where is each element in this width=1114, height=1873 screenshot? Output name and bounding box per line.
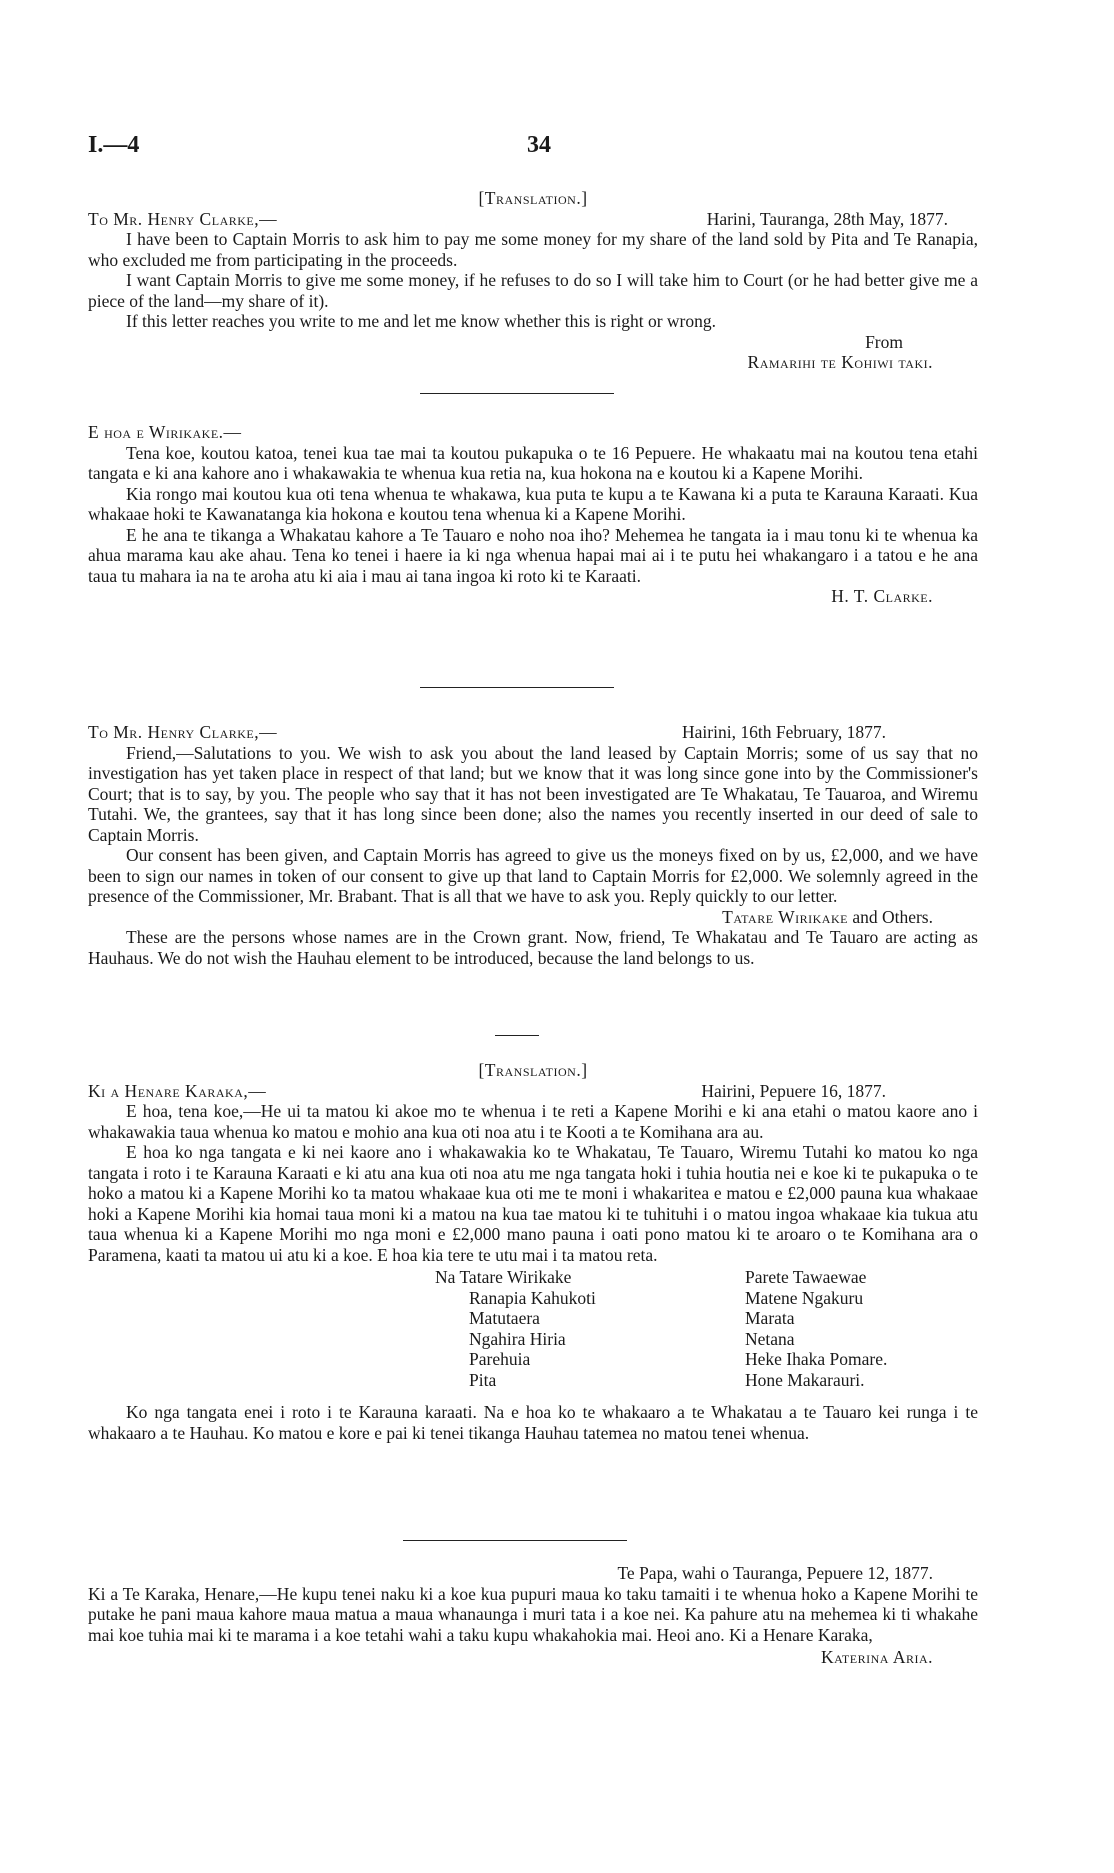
postscript: Ko nga tangata enei i roto i te Karauna karaati. Na e hoa ko te whakaaro a te Whakatau a te Tauaro kei runga i te whakaaro a te Hauhau. Ko matou e kore e pai ki tenei tikanga Hauhau tatemea no matou tenei whenua. <box>88 1402 978 1443</box>
from-label: From <box>865 331 903 352</box>
paragraph: If this letter reaches you write to me and let me know whether this is right or wrong. <box>126 311 716 331</box>
page-reference: I.—4 <box>88 132 140 158</box>
paragraph: I want Captain Morris to give me some money, if he refuses to do so I will take him to Court (or he had better give me a piece of the land—my share of it). <box>88 270 978 311</box>
place-date: Hairini, 16th February, 1877. <box>682 722 886 742</box>
paragraph: Friend,—Salutations to you. We wish to ask you about the land leased by Captain Morris; some of us say that no investigation has yet taken place in respect of that land; but we know that it was long since gone into by the Commissioner's Court; that is to say, by you. The people who say that it has not been investigated are Te Whakatau, Te Tauaroa, and Wiremu Tutahi. We, the grantees, say that it has long since been done; also the names you recently inserted in our deed of sale to Captain Morris. <box>88 742 978 845</box>
signature: H. T. Clarke. <box>831 586 933 606</box>
salutation: E hoa e Wirikake.— <box>88 422 242 442</box>
signatory: Hone Makarauri. <box>745 1369 865 1390</box>
signatory: Netana <box>745 1328 795 1349</box>
translation-heading: [Translation.] <box>478 1060 588 1080</box>
letter-1 <box>88 188 978 373</box>
divider <box>403 1540 627 1541</box>
signature: Katerina Aria. <box>820 1647 933 1667</box>
signatories <box>435 1267 978 1390</box>
letter-2 <box>88 422 978 607</box>
paragraph: E hoa ko nga tangata e ki nei kaore ano i whakawakia ko te Whakatau, Te Tauaro, Wiremu Tutahi ko matou ko nga tangata i roto i te Karauna Karaati e ki atu ana kua oti noa atu me nga tangata hoki i tuhia houtia nei e koe ki te pukapuka o te hoko a matou ki a Kapene Morihi ko ta matou whakaae kua oti me te moni i whakaritea e matou e £2,000 pauna kua whakaae hoki a Kapene Morihi kia homai taua moni ki a matou na kua tae matou ki te tuhituhi i o matou ingoa whakaae kia tukua atu taua whenua ki a Kapene Morihi mo nga moni e £2,000 mano pauna i oati pono matou ki te aroaro o te Komihana ara o Paramena, kaati ta matou ui atu ki a koe. E hoa kia tere te utu mai i ta matou reta. <box>88 1142 978 1265</box>
paragraph: E he ana te tikanga a Whakatau kahore a Te Tauaro e noho noa iho? Mehemea he tangata ia i mau tonu ki te whenua ka ahua marama kau ake ahau. Tena ko tenei i haere ia ki nga whenua hapai mai ai i te putu hei whakangaro i a tatou e he ana taua tu mahara ia na te aroha atu ki aia i mau ai tana ingoa ki roto ki te Karaati. <box>88 524 978 586</box>
paragraph: E hoa, tena koe,—He ui ta matou ki akoe mo te whenua i te reti a Kapene Morihi e ki ana etahi o matou kaore ano i whakawakia taua whenua ko matou e mohio ana kua oti noa atu i te Kooti a te Komihana ara au. <box>88 1101 978 1142</box>
translation-heading: [Translation.] <box>478 188 588 208</box>
paragraph: Kia rongo mai koutou kua oti tena whenua te whakawa, kua puta te kupu a te Kawana ki a puta te Karauna Karaati. Kua whakaae hoki te Kawanatanga kia hokona e koutou tena whenua ki a Kapene Morihi. <box>88 483 978 524</box>
signatory: Parete Tawaewae <box>745 1267 867 1287</box>
divider <box>420 687 614 688</box>
signatory: Matene Ngakuru <box>745 1287 864 1308</box>
signatory: Ngahira Hiria <box>469 1328 566 1349</box>
paragraph: Our consent has been given, and Captain Morris has agreed to give us the moneys fixed on by us, £2,000, and we have been to sign our names in token of our consent to give up that land to Captain Morris for £2,000. We solemnly agreed in the presence of the Commissioner, Mr. Brabant. That is all that we have to ask you. Reply quickly to our letter. <box>88 845 978 906</box>
divider <box>495 1035 539 1036</box>
letter-4 <box>88 1060 978 1443</box>
letter-5 <box>88 1563 978 1668</box>
postscript: These are the persons whose names are in the Crown grant. Now, friend, Te Whakatau and Te Tauaro are acting as Hauhaus. We do not wish the Hauhau element to be introduced, because the land belongs to us. <box>88 927 978 968</box>
paragraph: I have been to Captain Morris to ask him to pay me some money for my share of the land sold by Pita and Te Ranapia, who excluded me from participating in the proceeds. <box>88 229 978 270</box>
signatories-prefix: Na <box>435 1267 456 1287</box>
paragraph: Tena koe, koutou katoa, tenei kua tae mai ta koutou pukapuka o te 16 Pepuere. He whakaatu mai na koutou tena etahi tangata e ki ana kahore ano i whakawakia te whenua kua retia na, kua hokona na e koutou ki a Kapene Morihi. <box>88 442 978 483</box>
place-date: Harini, Tauranga, 28th May, 1877. <box>706 208 948 229</box>
signatory: Parehuia <box>469 1349 531 1369</box>
letter-3 <box>88 722 978 968</box>
signatory: Tatare Wirikake <box>459 1267 572 1287</box>
letter-body: Ki a Te Karaka, Henare,—He kupu tenei naku ki a koe kua pupuri maua ko taku tamaiti i te whenua hoko a Kapene Morihi te putake he pani maua kahore maua matua a maua whanaunga i muri tata i a koe nei. Ka pahure atu na mehemea ki ti whakahe mai koe tuhia mai ki te marama i a koe tetahi wahi a taku kupu whakahokia mai. Heoi ano. Ki a Henare Karaka, <box>88 1583 978 1645</box>
addressee: Ki a Henare Karaka,— <box>88 1080 267 1101</box>
signature: Ramarihi te Kohiwi taki. <box>747 352 933 372</box>
addressee: To Mr. Henry Clarke,— <box>88 208 278 229</box>
signatory: Ranapia Kahukoti <box>469 1287 596 1308</box>
addressee: To Mr. Henry Clarke,— <box>88 722 278 742</box>
signatory: Heke Ihaka Pomare. <box>745 1349 888 1369</box>
page-number: 34 <box>527 132 551 158</box>
divider <box>420 393 614 394</box>
signatory: Matutaera <box>469 1308 540 1328</box>
signature-suffix: and Others. <box>852 906 933 927</box>
place-date: Hairini, Pepuere 16, 1877. <box>701 1080 886 1101</box>
signatory: Marata <box>745 1308 795 1328</box>
signatory: Pita <box>469 1369 497 1390</box>
place-date: Te Papa, wahi o Tauranga, Pepuere 12, 1877. <box>617 1563 933 1583</box>
signature: Tatare Wirikake <box>722 906 848 927</box>
